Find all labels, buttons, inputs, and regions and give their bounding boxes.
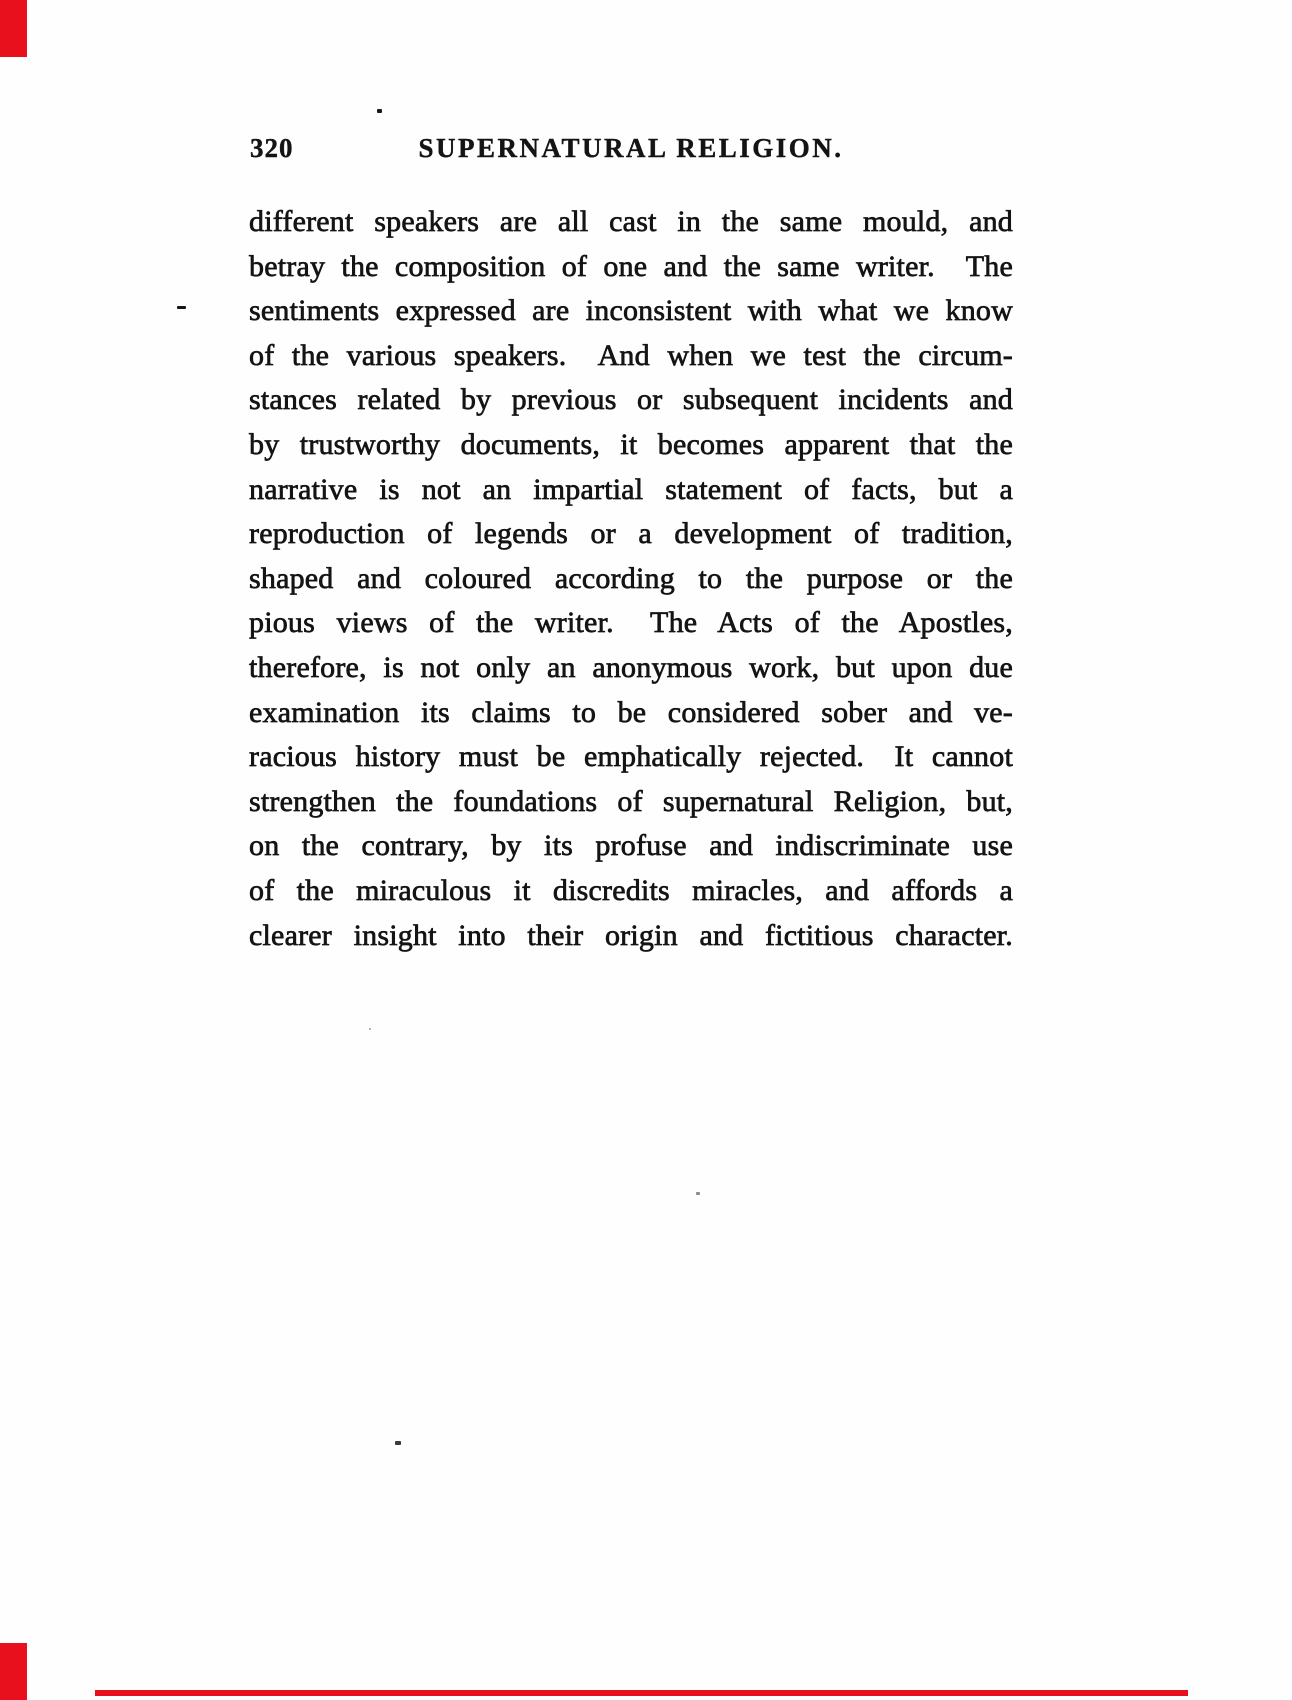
scan-speck xyxy=(377,109,382,113)
scan-edge-mark-top-left xyxy=(0,0,27,57)
text-line: examination its claims to be considered sober and ve- xyxy=(249,695,1013,729)
text-line: on the contrary, by its profuse and indiscriminate use xyxy=(249,829,1013,863)
page-number: 320 xyxy=(250,133,294,163)
body-text-block xyxy=(249,200,1013,958)
text-line: sentiments expressed are inconsistent with what we know xyxy=(249,294,1013,328)
scan-speck xyxy=(696,1192,700,1195)
text-line: narrative is not an impartial statement of facts, but a xyxy=(249,472,1013,506)
running-title: SUPERNATURAL RELIGION. xyxy=(418,133,844,163)
scan-speck xyxy=(395,1441,401,1445)
text-line: of the miraculous it discredits miracles, and affords a xyxy=(249,873,1013,907)
text-line: of the various speakers. And when we test the circum- xyxy=(249,338,1013,372)
text-line: shaped and coloured according to the purpose or the xyxy=(249,561,1013,595)
text-line: racious history must be emphatically rejected. It cannot xyxy=(249,740,1013,774)
text-line: therefore, is not only an anonymous work, but upon due xyxy=(249,650,1013,684)
text-line: stances related by previous or subsequent incidents and xyxy=(249,383,1013,417)
text-line: strengthen the foundations of supernatural Religion, but, xyxy=(249,784,1013,818)
text-line: reproduction of legends or a development of tradition, xyxy=(249,517,1013,551)
text-line: pious views of the writer. The Acts of the Apostles, xyxy=(249,606,1013,640)
scan-edge-mark-bottom-line xyxy=(95,1690,1188,1696)
text-line: by trustworthy documents, it becomes apparent that the xyxy=(249,427,1013,461)
text-line: betray the composition of one and the same writer. The xyxy=(249,249,1013,283)
scan-speck xyxy=(369,1028,371,1030)
scan-edge-mark-bottom-left xyxy=(0,1643,27,1700)
text-line: different speakers are all cast in the same mould, and xyxy=(249,205,1013,238)
running-header xyxy=(249,133,1013,167)
text-line: clearer insight into their origin and fictitious character. xyxy=(249,918,1013,952)
scan-speck xyxy=(177,306,186,309)
